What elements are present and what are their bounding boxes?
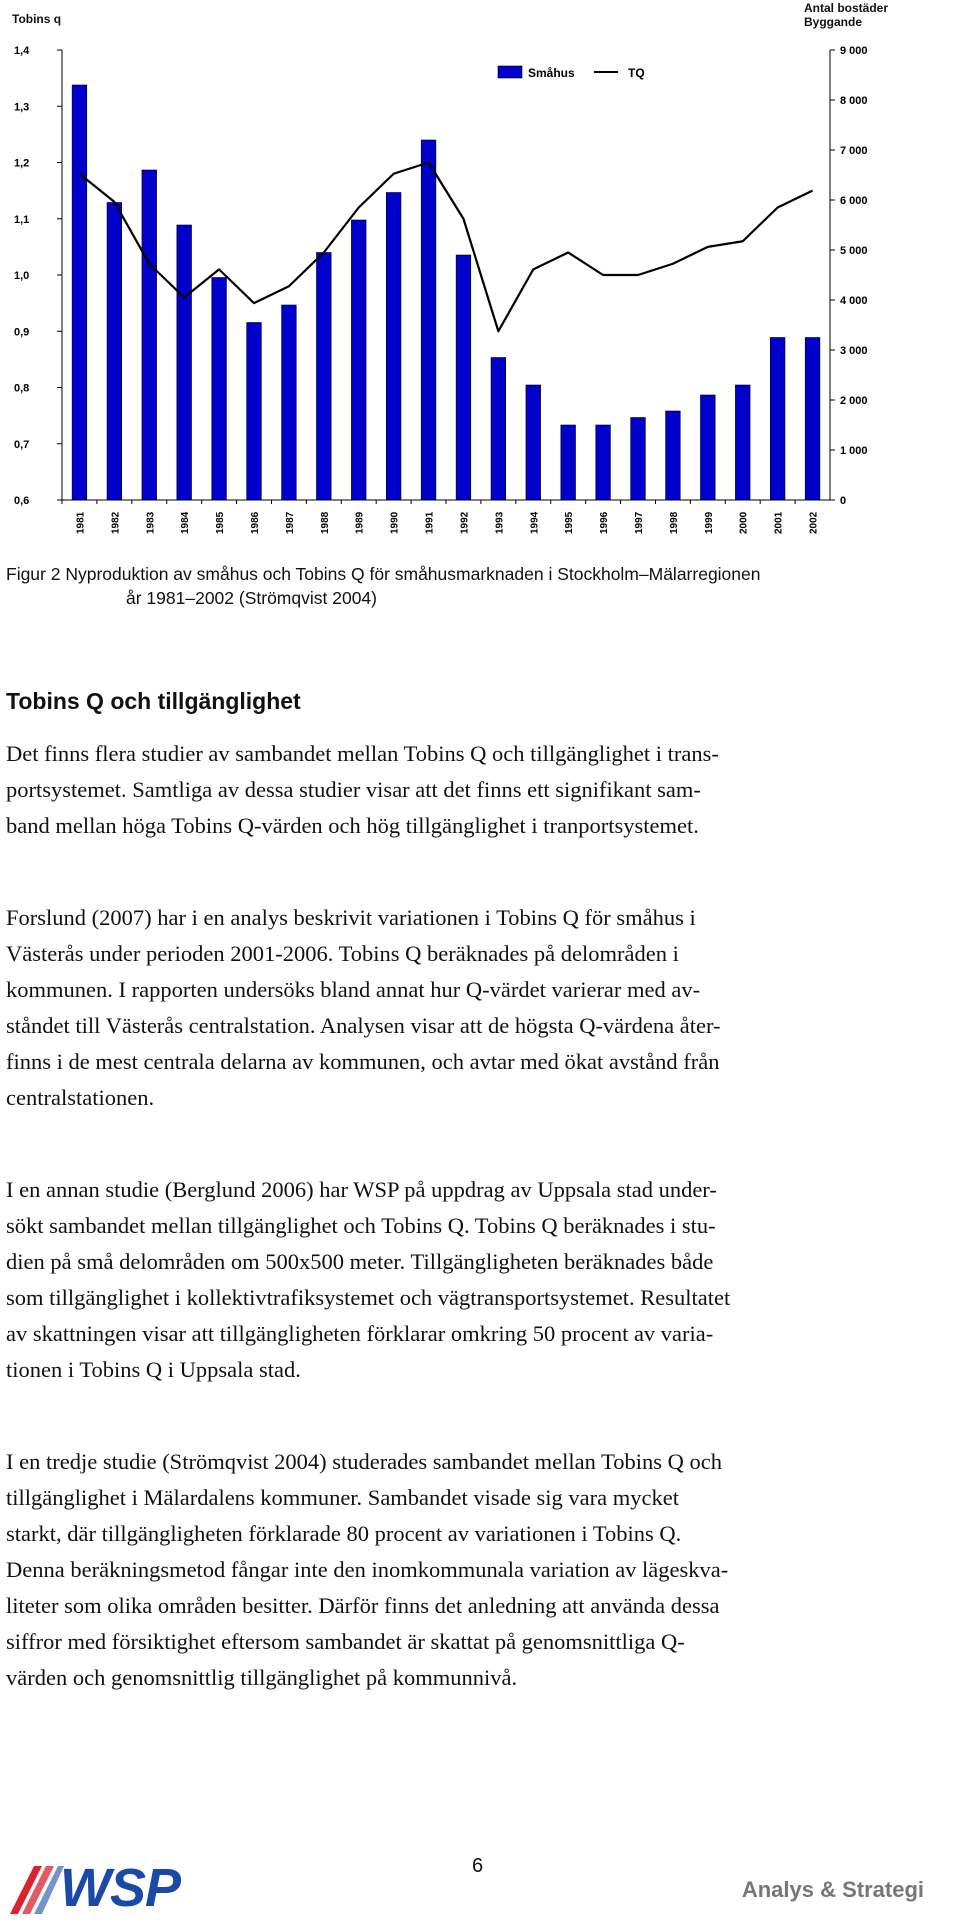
bar-smahus [631, 418, 646, 501]
paragraph-line: dien på små delområden om 500x500 meter. Tillgängligheten beräknades både [6, 1249, 714, 1274]
x-tick-label: 1987 [284, 511, 296, 534]
x-tick-label: 1994 [529, 511, 541, 534]
x-tick-label: 1989 [354, 511, 366, 534]
x-tick-label: 1993 [494, 511, 506, 534]
left-tick-label: 1,0 [14, 270, 30, 282]
left-tick-label: 1,3 [14, 101, 30, 114]
x-tick-label: 2001 [773, 511, 785, 534]
paragraph-line: värden och genomsnittlig tillgänglighet på kommunnivå. [6, 1665, 518, 1690]
left-tick-label: 1,1 [14, 213, 30, 226]
left-tick-label: 1,2 [14, 157, 30, 170]
x-tick-label: 1995 [564, 511, 576, 534]
bar-smahus [561, 425, 576, 500]
x-tick-label: 1992 [459, 511, 471, 534]
left-tick-label: 0,7 [14, 438, 30, 451]
chart-figure [0, 0, 960, 540]
right-tick-label: 2 000 [840, 395, 868, 407]
paragraph-line: tillgänglighet i Mälardalens kommuner. Sambandet visade sig vara mycket [6, 1485, 679, 1510]
paragraph-4 [6, 1444, 954, 1696]
footer-right-text: Analys & Strategi [741, 1877, 924, 1902]
paragraph-line: liteter som olika områden besitter. Därför finns det anledning att använda dessa [6, 1593, 720, 1618]
bar-smahus [72, 85, 87, 500]
paragraph-line: Västerås under perioden 2001-2006. Tobins Q beräknades på delområden i [6, 941, 679, 966]
bar-smahus [421, 140, 436, 500]
paragraph-line: Forslund (2007) har i en analys beskrivit variationen i Tobins Q för småhus i [6, 905, 696, 930]
right-tick-label: 9 000 [840, 45, 868, 57]
paragraph-line: finns i de mest centrala delarna av kommunen, och avtar med ökat avstånd från [6, 1049, 720, 1074]
paragraph-line: tionen i Tobins Q i Uppsala stad. [6, 1357, 301, 1382]
left-tick-label: 0,6 [14, 495, 30, 507]
bar-smahus [596, 425, 611, 500]
paragraph-line: kommunen. I rapporten undersöks bland annat hur Q-värdet varierar med av- [6, 977, 701, 1002]
right-tick-label: 0 [840, 495, 847, 507]
bar-smahus [770, 338, 785, 501]
x-tick-label: 1990 [389, 511, 401, 534]
x-tick-label: 1997 [634, 511, 645, 534]
right-tick-label: 5 000 [840, 245, 868, 257]
bar-smahus [107, 203, 122, 501]
wsp-logo-icon [8, 1862, 64, 1916]
paragraph-line: som tillgänglighet i kollektivtrafiksystemet och vägtransportsystemet. Resultatet [6, 1285, 731, 1310]
paragraph-line: Denna beräkningsmetod fångar inte den inomkommunala variation av lägeskva- [6, 1557, 729, 1582]
logo-text: WSP [60, 1858, 181, 1918]
bar-smahus [666, 411, 681, 500]
left-tick-label: 0,9 [14, 326, 30, 339]
bar-smahus [735, 385, 750, 500]
legend-line-label: TQ [628, 66, 645, 80]
x-tick-label: 1991 [424, 511, 436, 534]
paragraph-1 [6, 736, 954, 844]
page-number: 6 [472, 1855, 484, 1877]
bar-smahus [247, 323, 262, 501]
right-tick-label: 6 000 [840, 195, 868, 207]
x-tick-label: 1996 [599, 511, 611, 534]
paragraph-line: starkt, där tillgängligheten förklarade 80 procent av variationen i Tobins Q. [6, 1521, 682, 1546]
x-tick-label: 1982 [110, 511, 122, 534]
x-tick-label: 1988 [319, 511, 331, 534]
x-tick-label: 1983 [145, 511, 157, 534]
right-tick-label: 8 000 [840, 95, 868, 107]
bar-smahus [491, 358, 506, 501]
bar-smahus [386, 193, 401, 501]
caption-line-2: år 1981–2002 (Strömqvist 2004) [126, 588, 377, 608]
left-axis-title: Tobins q [12, 12, 62, 26]
paragraph-line: I en annan studie (Berglund 2006) har WSP på uppdrag av Uppsala stad under- [6, 1177, 717, 1202]
paragraph-line: centralstationen. [6, 1085, 155, 1110]
right-axis-title-line1: Antal bostäder [804, 1, 889, 15]
combo-chart [0, 0, 960, 540]
x-tick-label: 1984 [180, 511, 192, 534]
paragraph-3 [6, 1172, 954, 1388]
figure-caption [6, 562, 951, 610]
paragraph-line: sökt sambandet mellan tillgänglighet och Tobins Q. Tobins Q beräknades i stu- [6, 1213, 716, 1238]
left-tick-label: 0,8 [14, 382, 30, 395]
paragraph-line: siffror med försiktighet eftersom sambandet är skattat på genomsnittliga Q- [6, 1629, 685, 1654]
legend-bar-label: Småhus [528, 66, 575, 80]
caption-line-1: Figur 2 Nyproduktion av småhus och Tobins Q för småhusmarknaden i Stockholm–Mälarregionen [6, 564, 761, 584]
right-axis-title-line2: Byggande [804, 15, 863, 29]
left-tick-label: 1,4 [14, 45, 30, 57]
paragraph-2 [6, 900, 954, 1116]
paragraph-line: portsystemet. Samtliga av dessa studier visar att det finns ett signifikant sam- [6, 777, 701, 802]
bar-smahus [805, 338, 820, 501]
right-tick-label: 1 000 [840, 445, 868, 457]
bar-smahus [177, 225, 192, 500]
x-tick-label: 1985 [215, 511, 227, 534]
x-tick-label: 2000 [738, 511, 750, 534]
x-tick-label: 1986 [250, 511, 261, 534]
bar-smahus [700, 395, 715, 500]
legend-bar-swatch [498, 66, 522, 78]
x-tick-label: 1999 [703, 511, 715, 534]
right-tick-label: 7 000 [840, 145, 868, 157]
bar-smahus [316, 253, 331, 501]
wsp-logo [8, 1858, 198, 1918]
right-tick-label: 3 000 [840, 345, 868, 357]
bar-smahus [526, 385, 541, 500]
bar-smahus [351, 220, 366, 500]
paragraph-line: band mellan höga Tobins Q-värden och hög tillgänglighet i tranportsystemet. [6, 813, 699, 838]
paragraph-line: ståndet till Västerås centralstation. Analysen visar att de högsta Q-värdena åter- [6, 1013, 721, 1038]
paragraph-line: Det finns flera studier av sambandet mellan Tobins Q och tillgänglighet i trans- [6, 741, 719, 766]
paragraph-line: I en tredje studie (Strömqvist 2004) studerades sambandet mellan Tobins Q och [6, 1449, 722, 1474]
bar-smahus [142, 170, 157, 500]
x-tick-label: 2002 [808, 511, 820, 534]
section-heading: Tobins Q och tillgänglighet [6, 688, 301, 714]
paragraph-line: av skattningen visar att tillgängligheten förklarar omkring 50 procent av varia- [6, 1321, 714, 1346]
bar-smahus [456, 255, 471, 500]
x-tick-label: 1981 [75, 511, 87, 534]
x-tick-label: 1998 [668, 511, 680, 534]
bar-smahus [282, 305, 297, 500]
right-tick-label: 4 000 [840, 295, 868, 307]
bar-smahus [212, 278, 227, 501]
